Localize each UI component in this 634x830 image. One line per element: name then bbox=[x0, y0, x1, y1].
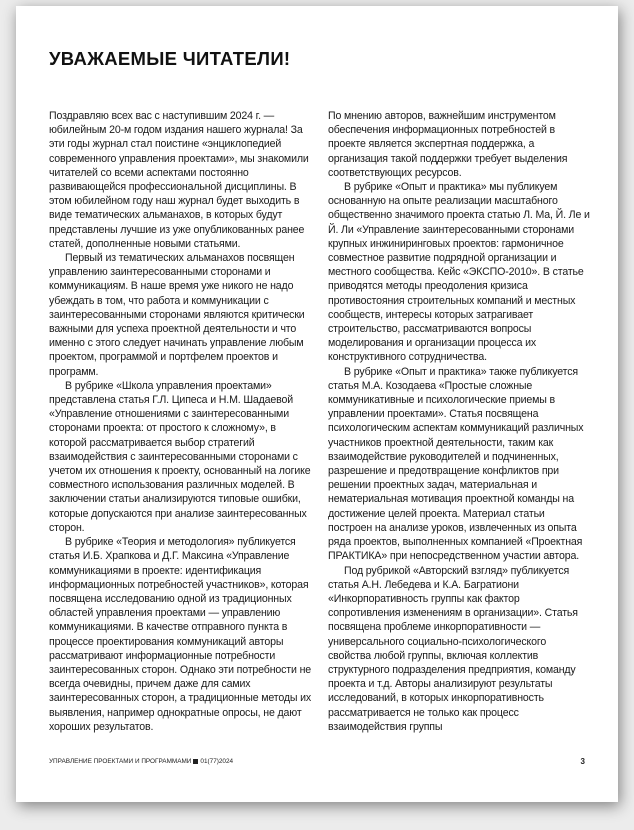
page-number: 3 bbox=[580, 757, 585, 766]
text-column-left bbox=[49, 109, 312, 734]
paragraph: В рубрике «Школа управления проектами» представлена статья Г.Л. Ципеса и Н.М. Шадаевой «Управление отношениями с заинтересованными сторонами проекта: от простого к сложному», в которой рассматривается выбор стратегий взаимодействия с заинтересованными сторонами с учетом их отношения к проекту, основанный на логике совместного использования различных моделей. В заключении статьи анализируются типовые ошибки, которые допускаются при анализе заинтересованных сторон. bbox=[49, 379, 311, 534]
square-separator-icon bbox=[193, 759, 198, 764]
text-column-right bbox=[328, 109, 591, 734]
paragraph: Поздравляю всех вас с наступившим 2024 г. — юбилейным 20-м годом издания нашего журнала! За эти годы журнал стал поистине «энциклопедией современного управления проектами», мы знакомили читателей со всеми аспектами постоянно развивающейся профессиональной дисциплины. В этом юбилейном году наш журнал будет выходить в виде тематических альманахов, в которых будут представлены лучшие из уже опубликованных ранее статей, дополненные новыми статьями. bbox=[49, 110, 309, 250]
footer-journal-info bbox=[49, 758, 233, 765]
page-title: УВАЖАЕМЫЕ ЧИТАТЕЛИ! bbox=[49, 48, 291, 69]
paragraph: Под рубрикой «Авторский взгляд» публикуется статья А.Н. Лебедева и К.А. Багратиони «Инкорпоративность группы как фактор сопротивления изменениям в организации». Статья посвящена проблеме инкорпоративности — универсального социально-психологического свойства любой группы, включая коллектив структурного подразделения предприятия, команду проекта и т.д. Авторы анализируют результаты исследований, в которых инкорпоративность рассматривается не только как процесс взаимодействия группы bbox=[328, 564, 578, 733]
issue-number: 01(77)2024 bbox=[200, 758, 234, 765]
paragraph: В рубрике «Опыт и практика» также публикуется статья М.А. Козодаева «Простые сложные коммуникативные и психологические приемы в управлении проектами». Статья посвящена психологическим аспектам коммуникаций различных участников проектной деятельности, таким как взаимодействие руководителей и подчиненных, разрешение и предотвращение конфликтов при решении проектных задач, материальная и нематериальная мотивация проектной команды на достижение целей проекта. Материал статьи построен на анализе уроков, извлеченных из опыта ряда проектов, выполненных компанией «Проектная ПРАКТИКА» при непосредственном участии автора. bbox=[328, 365, 584, 563]
paragraph: В рубрике «Опыт и практика» мы публикуем основанную на опыте реализации масштабного общественно значимого проекта статью Л. Ма, Й. Ле и Й. Ли «Управление заинтересованными сторонами крупных инжиниринговых проектов: гармоничное совместное развитие подрядной организации и местного сообщества. Кейс «ЭКСПО-2010». В статье приводятся методы преодоления кризиса противостояния строительных компаний и местных сообществ, интересы которых затрагивает строительство, рассматриваются вопросы моделирования и организации процесса их конструктивного сотрудничества. bbox=[328, 181, 590, 364]
page-footer bbox=[49, 757, 585, 766]
paragraph: Первый из тематических альманахов посвящен управлению заинтересованными сторонами и коммуникациям. В наше время уже никого не надо убеждать в том, что работа и коммуникации с заинтересованными сторонами являются критически важными для успеха проектной деятельности и что именно с этого следует начинать управление любым проектом, программой и портфелем проектов и программ. bbox=[49, 252, 305, 378]
paragraph: В рубрике «Теория и методология» публикуется статья И.Б. Храпкова и Д.Г. Максина «Управление коммуникациями в проекте: идентификация информационных потребностей участников», которая посвящена исследованию одной из традиционных областей управления проектами — управлению коммуникациями. В качестве отправного пункта в процессе проектирования коммуникаций авторы рассматривают информационные потребности заинтересованных сторон. Однако эти потребности не всегда очевидны, причем даже для самих заинтересованных сторон, а традиционные методы их выявления, например однократные опросы, не дают хороших результатов. bbox=[49, 536, 312, 733]
journal-name: УПРАВЛЕНИЕ ПРОЕКТАМИ И ПРОГРАММАМИ bbox=[49, 758, 192, 765]
paragraph: По мнению авторов, важнейшим инструментом обеспечения информационных потребностей в проекте является экспертная поддержка, а организация такой поддержки требует выделения соответствующих ресурсов. bbox=[328, 110, 568, 179]
journal-page bbox=[16, 6, 618, 802]
